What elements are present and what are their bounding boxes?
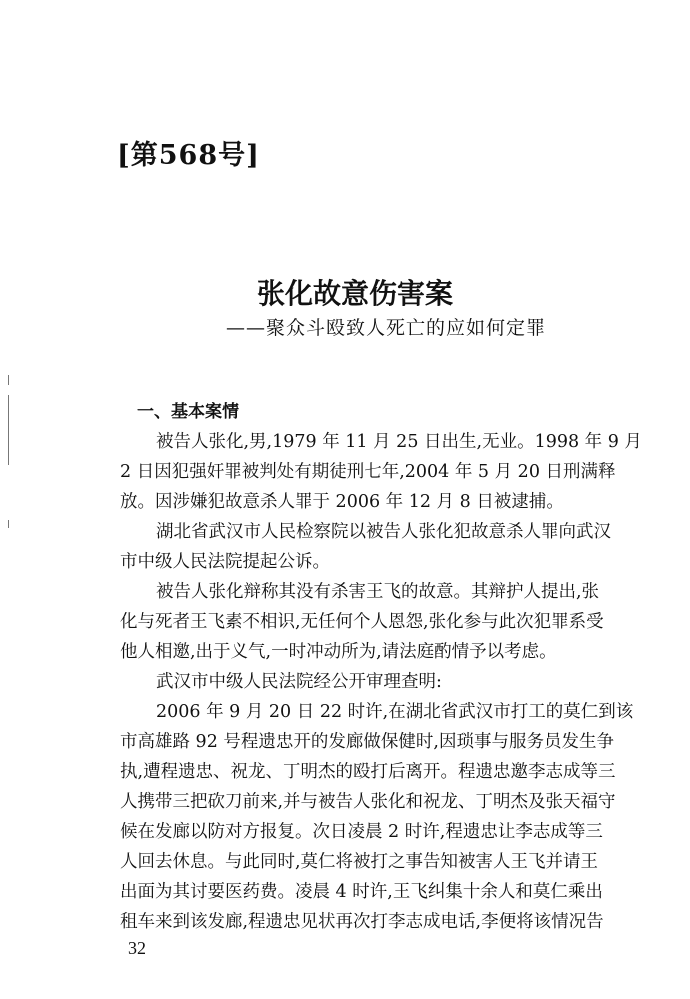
text-line: 被告人张化,男,1979 年 11 月 25 日出生,无业。1998 年 9 月	[156, 432, 642, 452]
case-body	[120, 397, 642, 937]
text-line: 市中级人民法院提起公诉。	[120, 552, 330, 572]
page-number: 32	[128, 938, 146, 958]
scan-margin-mark	[8, 520, 9, 528]
text-line: 放。因涉嫌犯故意杀人罪于 2006 年 12 月 8 日被逮捕。	[120, 492, 564, 512]
paragraph	[120, 577, 604, 667]
text-line: 候在发廊以防对方报复。次日凌晨 2 时许,程遗忠让李志成等三	[120, 822, 603, 842]
text-line: 2 日因犯强奸罪被判处有期徒刑七年,2004 年 5 月 20 日刑满释	[120, 462, 616, 482]
text-line: 市高雄路 92 号程遗忠开的发廊做保健时,因琐事与服务员发生争	[120, 732, 614, 752]
paragraphs	[120, 427, 642, 937]
text-line: 人回去休息。与此同时,莫仁将被打之事告知被害人王飞并请王	[120, 852, 599, 872]
text-line: 出面为其讨要医药费。凌晨 4 时许,王飞纠集十余人和莫仁乘出	[120, 882, 603, 902]
scan-margin-mark	[8, 395, 9, 465]
paragraph	[120, 427, 642, 517]
scan-margin-mark	[8, 375, 9, 385]
text-line: 执,遭程遗忠、祝龙、丁明杰的殴打后离开。程遗忠邀李志成等三	[120, 762, 616, 782]
case-number: [第568号]	[117, 140, 260, 171]
case-title: 张化故意伤害案	[256, 277, 453, 310]
paragraph	[120, 517, 611, 577]
text-line: 湖北省武汉市人民检察院以被告人张化犯故意杀人罪向武汉	[156, 522, 611, 542]
paragraph	[120, 697, 634, 937]
text-line: 化与死者王飞素不相识,无任何个人恩怨,张化参与此次犯罪系受	[120, 612, 604, 632]
text-line: 2006 年 9 月 20 日 22 时许,在湖北省武汉市打工的莫仁到该	[156, 702, 634, 722]
text-line: 武汉市中级人民法院经公开审理查明:	[156, 672, 442, 692]
text-line: 人携带三把砍刀前来,并与被告人张化和祝龙、丁明杰及张天福守	[120, 792, 616, 812]
text-line: 他人相邀,出于义气,一时冲动所为,请法庭酌情予以考虑。	[120, 642, 557, 662]
case-subtitle: ——聚众斗殴致人死亡的应如何定罪	[226, 317, 547, 339]
text-line: 租车来到该发廊,程遗忠见状再次打李志成电话,李便将该情况告	[120, 912, 604, 932]
text-line: 被告人张化辩称其没有杀害王飞的故意。其辩护人提出,张	[156, 582, 600, 602]
paragraph	[120, 667, 590, 697]
section-heading: 一、基本案情	[137, 402, 239, 422]
